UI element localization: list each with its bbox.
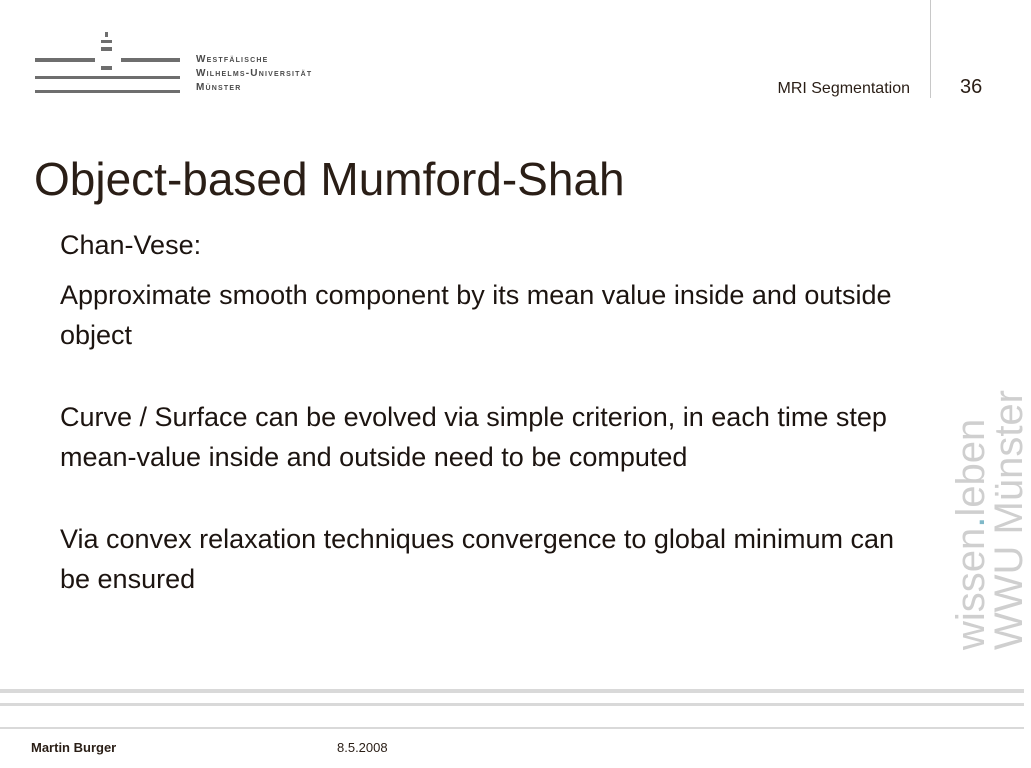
page-number: 36 [960,76,983,98]
header-divider [930,0,931,98]
header-title: MRI Segmentation [777,80,910,97]
footer-rule [0,727,1024,729]
logo-bar [35,58,95,62]
logo-bar [35,76,180,79]
university-name-line-3: Münster [196,82,242,93]
watermark-line-1 [949,390,993,650]
footer-author: Martin Burger [31,740,117,755]
logo-tick [105,32,108,37]
watermark-line-2: WWU Münster [987,390,1031,650]
watermark [949,390,1031,650]
logo-bar [121,58,180,62]
university-name [196,53,312,95]
watermark-word-1: wissen [949,527,993,650]
footer-rule [0,689,1024,693]
logo-tick [101,47,112,51]
body-paragraph-3: Curve / Surface can be evolved via simple criterion, in each time step mean-value inside and outside need to be computed [60,402,887,472]
logo-tick [101,40,112,43]
body-paragraph-4: Via convex relaxation techniques convergence to global minimum can be ensured [60,524,894,594]
footer-rule [0,703,1024,706]
footer-date: 8.5.2008 [337,740,388,755]
slide-body [60,225,900,599]
logo-bar [101,66,112,70]
university-name-line-2: Wilhelms-Universität [196,68,313,79]
slide-title: Object-based Mumford-Shah [34,153,625,205]
logo-bar [35,90,180,93]
body-paragraph-1: Chan-Vese: [60,230,202,260]
watermark-word-2: leben [949,418,993,517]
university-name-line-1: Westfälische [196,54,269,65]
watermark-dot: . [949,516,993,528]
body-paragraph-2: Approximate smooth component by its mean value inside and outside object [60,280,892,350]
